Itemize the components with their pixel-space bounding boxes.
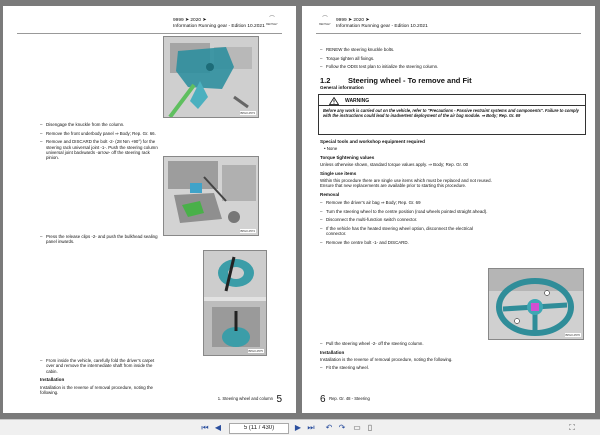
steps-a: [40, 122, 160, 164]
removal-step: – Disconnect the multi-function switch connector.: [320, 217, 492, 222]
figure-steering-wheel: [488, 268, 584, 340]
step-item: – Remove the front underbody panel ⇒ Body; Rep. Gr. 66.: [40, 131, 160, 136]
page-number-input[interactable]: [229, 423, 289, 434]
figure-intermediate-shaft: [203, 250, 267, 356]
step-item: – Disengage the knuckle from the column.: [40, 122, 160, 127]
right-page: [302, 6, 595, 413]
header-rule: [17, 33, 282, 34]
bentley-logo: ⌒ BENTLEY: [319, 17, 331, 26]
figure-code: BPH0-0574: [240, 229, 255, 233]
step-item: – From inside the vehicle, carefully fold the driver's carpet over and remove the intermediate shaft from inside the cabin.: [40, 358, 160, 374]
warning-triangle-icon: [329, 97, 339, 105]
section-title: Steering wheel - To remove and Fit: [348, 76, 472, 85]
top-steps: [320, 47, 480, 73]
two-page-icon[interactable]: ▯: [367, 423, 373, 432]
installation-text: Installation is the reverse of removal procedure, noting the following.: [320, 357, 453, 362]
removal-step: – Turn the steering wheel to the centre position (road wheels pointed straight ahead).: [320, 209, 492, 214]
page-footer: [218, 394, 282, 405]
page-header: [336, 18, 466, 30]
procedure-body: [320, 139, 492, 249]
figure-bulkhead-seal-art: [164, 157, 259, 236]
section-number: 1.2: [320, 76, 331, 85]
last-page-icon[interactable]: ⏭: [307, 423, 315, 432]
footer-page-number: 6: [320, 394, 326, 405]
fit-step: – Fit the steering wheel.: [320, 365, 480, 370]
removal-step: – Remove the driver's air bag ⇒ Body; Rep. Gr. 69: [320, 200, 492, 205]
installation-section: [320, 341, 480, 374]
step-item: – Remove and DISCARD the bolt -2- (28 Nm +90°) for the steering rack universal joint -1-. Push the steering column universal joint backwards -arrow- off the steering rack pinion.: [40, 139, 160, 161]
installation-text: Installation is the reverse of removal procedure, noting the following.: [40, 384, 153, 396]
forward-icon[interactable]: ↷: [338, 423, 346, 432]
warning-header: [319, 95, 585, 106]
header-rule: [316, 33, 581, 34]
general-info-heading: General information: [320, 85, 364, 90]
warning-box: [318, 94, 586, 135]
step-item: – RENEW the steering knuckle bolts.: [320, 47, 480, 52]
bentley-logo: ⌒ BENTLEY: [266, 17, 278, 26]
removal-step: – If the vehicle has the heated steering wheel option, disconnect the electrical connector.: [320, 226, 492, 237]
figure-steering-wheel-art: [489, 269, 584, 340]
removal-step: – Remove the centre bolt -1- and DISCARD.: [320, 240, 492, 245]
special-tools-item: • None: [324, 146, 338, 152]
warning-label: WARNING: [345, 98, 370, 104]
step-item: – Torque tighten all fixings.: [320, 56, 480, 61]
step-item: – Press the release clips -2- and push the bulkhead sealing panel inwards.: [40, 234, 160, 245]
figure-code: BPH0-0575: [248, 349, 263, 353]
page-footer: [320, 394, 370, 405]
back-icon[interactable]: ↶: [325, 423, 333, 432]
figure-code: BPH0-0576: [565, 333, 580, 337]
removal-heading: Removal: [320, 191, 340, 197]
steps-b: [40, 234, 160, 248]
figure-bulkhead-seal: [163, 156, 259, 236]
fullscreen-icon[interactable]: ⛶: [569, 423, 575, 432]
footer-text: Rep. Gr. 48 - Steering: [329, 396, 370, 401]
header-model: 9999 ➤ 2020 ➤: [173, 18, 207, 23]
special-tools-heading: Special tools and workshop equipment required: [320, 139, 425, 144]
warning-text: Before any work is carried out on the vehicle, refer to "Precautions - Passive restraint systems and components". Failure to comply with the instructions could lead to inadvertent deployment of the air bag module. ⇒ Body; Rep. Gr. 69: [323, 108, 579, 118]
prev-page-icon[interactable]: ◀: [214, 423, 222, 432]
step-item: – Follow the ODIS test plan to initialize the steering column.: [320, 64, 480, 69]
figure-intermediate-shaft-art: [204, 251, 267, 356]
viewer-toolbar: [0, 419, 600, 435]
header-model: 9999 ➤ 2020 ➤: [336, 18, 370, 23]
torque-heading: Torque tightening values: [320, 154, 375, 160]
installation-heading: Installation: [40, 377, 65, 383]
pull-step: – Pull the steering wheel -2- off the steering column.: [320, 341, 480, 346]
figure-steering-joint: [163, 36, 259, 118]
figure-steering-joint-art: [164, 37, 259, 118]
steps-c: [40, 358, 160, 396]
single-use-heading: Single use items: [320, 170, 357, 176]
torque-text: Unless otherwise shown, standard torque values apply. ⇒ Body; Rep. Gr. 00: [320, 162, 469, 168]
figure-code: BPH0-0573: [240, 111, 255, 115]
page-number: 5: [276, 394, 282, 405]
footer-text: 1. Steering wheel and column: [217, 396, 273, 401]
header-title: Information Running gear - Edition 10.2021: [336, 24, 428, 29]
installation-heading: Installation: [320, 349, 345, 355]
header-title: Information Running gear - Edition 10.2021: [173, 24, 265, 29]
first-page-icon[interactable]: ⏮: [201, 423, 209, 432]
next-page-icon[interactable]: ▶: [294, 423, 302, 432]
single-use-text: Within this procedure there are single use items which must be replaced and not reused. Ensure that new replacements are available prior to starting this procedure.: [320, 178, 492, 189]
fit-page-icon[interactable]: ▭: [353, 423, 361, 432]
left-page: [3, 6, 296, 413]
